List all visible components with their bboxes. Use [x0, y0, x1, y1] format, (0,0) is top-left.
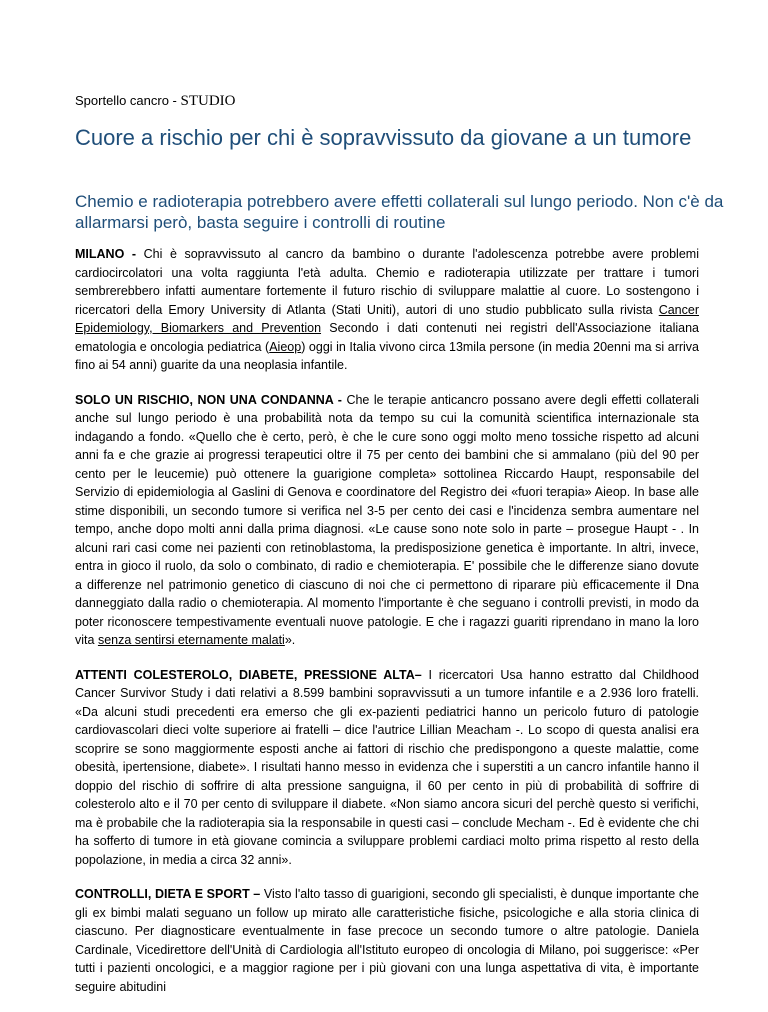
paragraph-attenti	[75, 666, 699, 870]
eternamente-malati-link[interactable]: senza sentirsi eternamente malati	[97, 633, 285, 647]
paragraph-text: Chi è sopravvissuto al cancro da bambino o durante l'adolescenza potrebbe avere problemi cardiocircolatori una volta raggiunta l'età adulta. Chemio e radioterapia utilizzate per trattare i tumori sembrerebbero infatti aumentare fortemente il futuro rischio di sviluppare malattie al cuore. Lo sostengono i ricercatori della Emory University di Atlanta (Stati Uniti), autori di uno studio pubblicato sulla rivista	[75, 247, 699, 317]
article-title: Cuore a rischio per chi è sopravvissuto da giovane a un tumore	[75, 125, 692, 150]
paragraph-text: Visto l'alto tasso di guarigioni, secondo gli specialisti, è dunque importante che gli ex bimbi malati seguano un follow up mirato alle caratteristiche fisiche, psicologiche e alla storia clinica di ciascuno. Per diagnosticare eventualmente in fase precoce un secondo tumore o altre patologie. Daniela Cardinale, Vicedirettore dell'Unità di Cardiologia all'Istituto europeo di oncologia di Milano, poi suggerisce: «Per tutti i pazienti oncologici, e a maggior ragione per i più giovani con una lunga aspettativa di vita, è importante seguire abitudini	[75, 887, 700, 994]
paragraph-lead: MILANO -	[75, 247, 144, 261]
paragraph-controlli	[75, 885, 699, 996]
paragraph-solo-un-rischio	[75, 391, 699, 650]
paragraph-text: Secondo i dati contenuti nei registri dell'Associazione italiana ematologia e oncologia pediatrica (	[75, 321, 699, 354]
aieop-link[interactable]: Aieop	[269, 339, 302, 354]
journal-link[interactable]: Cancer Epidemiology, Biomarkers and Prevention	[75, 302, 699, 335]
paragraph-milano	[75, 245, 699, 375]
article-body	[75, 245, 699, 1012]
kicker-studio: STUDIO	[180, 93, 236, 109]
paragraph-lead: CONTROLLI, DIETA E SPORT –	[75, 887, 264, 901]
paragraph-text: ) oggi in Italia vivono circa 13mila persone (in media 20enni ma si arriva fino ai 54 anni) guarite da una neoplasia infantile.	[75, 339, 700, 372]
paragraph-text: Che le terapie anticancro possano avere degli effetti collaterali anche sul lungo periodo è una probabilità nota da tempo su cui la comunità scientifica internazionale sta indagando a fondo. «Quello che è certo, però, è che le cure sono oggi molto meno tossiche rispetto ad alcuni anni fa e che grazie ai progressi terapeutici oltre il 75 per cento dei bambini che si ammalano (più del 90 per cento per le leucemie) può ottenere la guarigione completa» sottolinea Riccardo Haupt, responsabile del Servizio di epidemiologia al Gaslini di Genova e coordinatore del Registro dei «fuori terapia» Aieop. In base alle stime disponibili, un secondo tumore si verifica nel 3-5 per cento dei casi e l'incidenza sembra aumentare nel tempo, anche dopo molti anni dalla prima diagnosi. «Le cause sono note solo in parte – prosegue Haupt - . In alcuni rari casi come nei pazienti con retinoblastoma, la predisposizione genetica è importante. In altri, invece, entra in gioco il ruolo, da solo o combinato, di radio e chemioterapia. E' possibile che le differenze siano dovute a differenze nel patrimonio genetico di ciascuno di noi che ci permettono di riparare più efficacemente il Dna danneggiato dalla radio o chemioterapia. Al momento l'importante è che seguano i controlli previsti, in modo da poter riconoscere tempestivamente eventuali nuove patologie. E che i ragazzi guariti riprendano in mano la loro vita	[75, 392, 699, 647]
paragraph-text: I ricercatori Usa hanno estratto dal Childhood Cancer Survivor Study i dati relativi a 8.599 bambini sopravvissuti a un tumore infantile e a 2.936 loro fratelli. «Da alcuni studi precedenti era emerso che gli ex-pazienti pediatrici hanno un pericolo futuro di patologie cardiovascolari dieci volte superiore ai fratelli – dice l'autrice Lillian Meacham -. Lo scopo di questa analisi era scoprire se sono maggiormente esposti anche ai fattori di rischio che predispongono a queste malattie, come obesità, ipertensione, diabete». I risultati hanno messo in evidenza che i superstiti a un cancro infantile hanno il doppio del rischio di soffrire di alta pressione sanguigna, il 60 per cento in più di probabilità di soffrire di colesterolo alto e il 70 per cento di sviluppare il diabete. «Non siamo ancora sicuri del perchè questo si verifichi, ma è probabile che la radioterapia sia la responsabile in questi casi – conclude Mecham -. Ed è evidente che chi ha sofferto di tumore in età giovane comincia a sviluppare problemi cardiaci molto prima rispetto al resto della popolazione, in media a circa 32 anni».	[75, 667, 699, 867]
paragraph-lead: ATTENTI COLESTEROLO, DIABETE, PRESSIONE ALTA–	[75, 667, 429, 682]
article-subtitle: Chemio e radioterapia potrebbero avere effetti collaterali sul lungo periodo. Non c'è da allarmarsi però, basta seguire i controlli di routine	[75, 192, 724, 232]
paragraph-lead: SOLO UN RISCHIO, NON UNA CONDANNA -	[75, 392, 347, 407]
section-kicker	[75, 93, 236, 109]
section-label: Sportello cancro -	[75, 93, 181, 108]
paragraph-text: ».	[284, 633, 296, 647]
